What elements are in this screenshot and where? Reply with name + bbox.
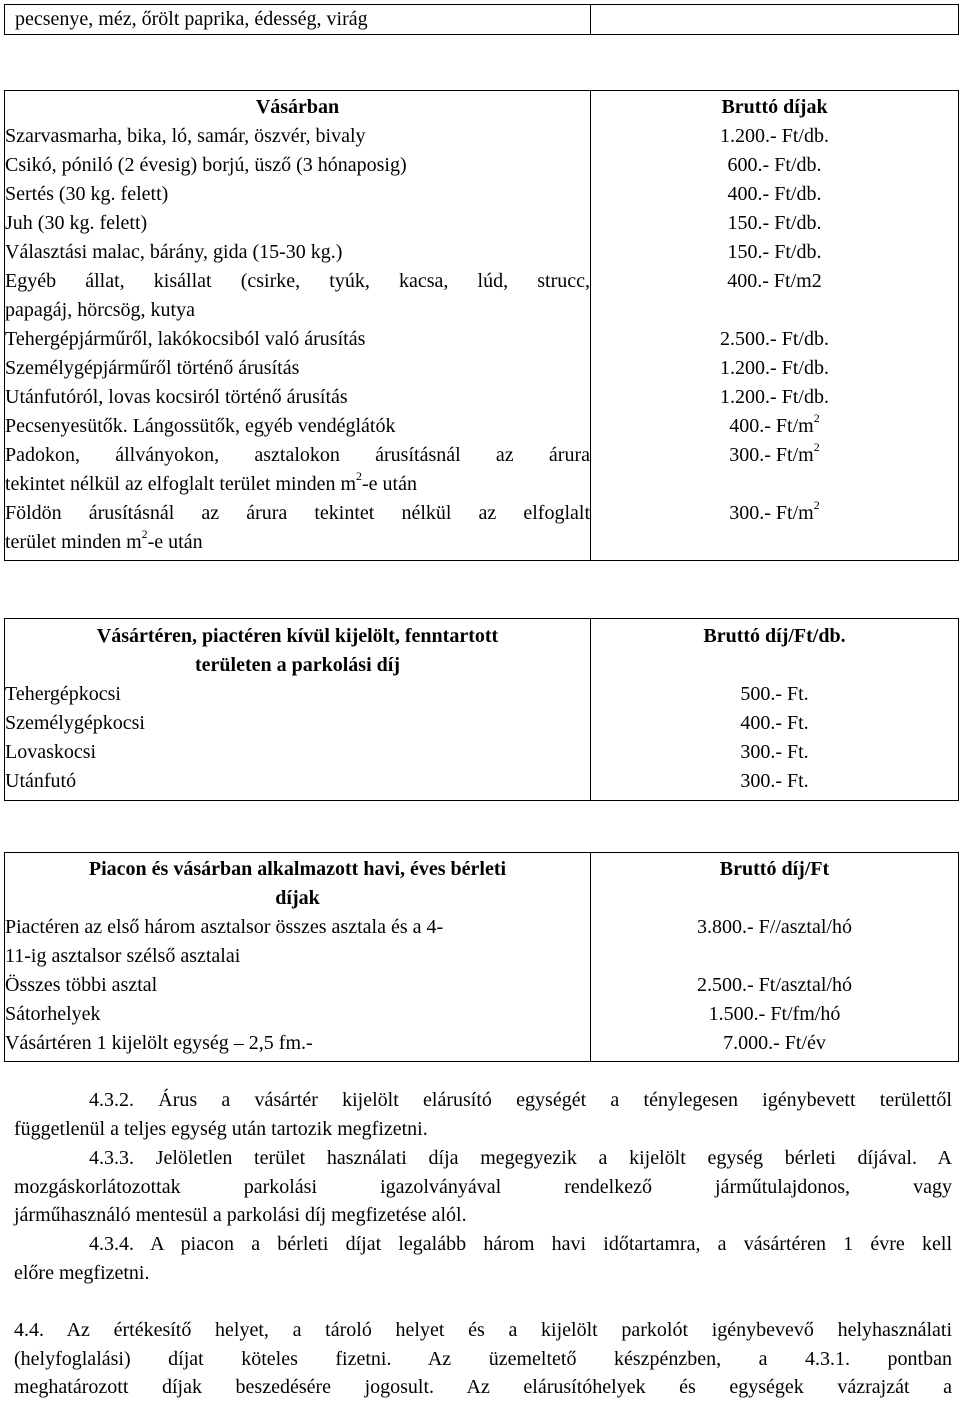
market-price-12: 300.- $Ft/m^2$	[729, 498, 820, 524]
top-row-left: pecsenye, méz, őrölt paprika, édesség, virág	[5, 5, 591, 35]
parking-price-3: 300.- Ft.	[740, 741, 809, 763]
market-row-8: Személygépjárműről történő árusítás	[5, 357, 300, 379]
market-price-8: 1.200.- Ft/db.	[720, 357, 829, 379]
market-fees-header-left: Vásárban	[255, 96, 340, 118]
rent-row-4: Vásártéren 1 kijelölt egység – 2,5 fm.-	[5, 1032, 313, 1054]
parking-row-1: Tehergépkocsi	[5, 683, 121, 705]
parking-price-2: 400.- Ft.	[740, 712, 809, 734]
market-row-11-line-1: Padokon, állványokon, asztalokon árusításnál az árura	[5, 444, 590, 466]
parking-header-line-2: területen a parkolási díj	[195, 654, 400, 676]
parking-fees-right-col	[591, 619, 959, 801]
p432-line-2: függetlenül a teljes egység után tartozik megfizetni.	[14, 1117, 428, 1140]
p434-line-1: 4.3.4. A piacon a bérleti díjat legalább három havi időtartamra, a vásártéren 1 évre kell	[89, 1233, 952, 1255]
rent-header-line-2: díjak	[275, 887, 320, 909]
market-price-7: 2.500.- Ft/db.	[720, 328, 829, 350]
parking-row-4: Utánfutó	[5, 770, 77, 792]
market-row-12-line-1: Földön árusításnál az árura tekintet nélkül az elfoglalt	[5, 502, 590, 524]
market-price-10: 400.- $Ft/m^2$	[729, 411, 820, 437]
market-price-4: 150.- Ft/db.	[727, 212, 822, 234]
p44-line-3: meghatározott díjak beszedésére jogosult. Az elárusítóhelyek és egységek vázrajzát a	[14, 1376, 952, 1399]
rent-row-2: Összes többi asztal	[5, 974, 158, 996]
rent-fees-table	[4, 852, 959, 1062]
market-row-6-line-2: papagáj, hörcsög, kutya	[5, 299, 195, 321]
market-row-9: Utánfutóról, lovas kocsiról történő árusítás	[5, 386, 348, 408]
rent-row-1-line-2: 11-ig asztalsor szélső asztalai	[5, 945, 241, 967]
market-row-2: Csikó, póniló (2 évesig) borjú, üsző (3 hónaposig)	[5, 154, 407, 176]
market-price-11: 300.- $Ft/m^2$	[729, 440, 820, 466]
p433-line-2: mozgáskorlátozottak parkolási igazolványával rendelkező járműtulajdonos, vagy	[14, 1175, 952, 1198]
market-row-3: Sertés (30 kg. felett)	[5, 183, 169, 205]
paragraph-4-3-4	[14, 1230, 952, 1287]
parking-price-1: 500.- Ft.	[740, 683, 809, 705]
market-row-1: Szarvasmarha, bika, ló, samár, öszvér, bivaly	[5, 125, 366, 147]
paragraph-4-4	[14, 1316, 952, 1402]
p432-line-1: 4.3.2. Árus a vásártér kijelölt elárusító egységét a ténylegesen igénybevett területtől	[89, 1089, 952, 1111]
paragraph-4-3-2	[14, 1086, 952, 1143]
rent-price-4: 7.000.- Ft/év	[723, 1032, 826, 1054]
rent-price-3: 1.500.- Ft/fm/hó	[708, 1003, 841, 1025]
rent-row-3: Sátorhelyek	[5, 1003, 101, 1025]
market-price-2: 600.- Ft/db.	[727, 154, 822, 176]
p44-line-2: (helyfoglalási) díjat köteles fizetni. Az üzemeltető készpénzben, a 4.3.1. pontban	[14, 1347, 952, 1370]
parking-header-line-1: Vásártéren, piactéren kívül kijelölt, fenntartott	[96, 625, 499, 647]
market-fees-table	[4, 90, 959, 561]
market-row-5: Választási malac, bárány, gida (15-30 kg.)	[5, 241, 343, 263]
p434-line-2: előre megfizetni.	[14, 1261, 150, 1284]
market-price-1: 1.200.- Ft/db.	[720, 125, 829, 147]
parking-price-4: 300.- Ft.	[740, 770, 809, 792]
parking-fees-left-col	[5, 619, 591, 801]
parking-fees-table	[4, 618, 959, 801]
market-fees-left-col	[5, 91, 591, 561]
parking-row-2: Személygépkocsi	[5, 712, 145, 734]
rent-price-1: 3.800.- F//asztal/hó	[697, 916, 852, 938]
market-price-3: 400.- Ft/db.	[727, 183, 822, 205]
rent-price-2: 2.500.- Ft/asztal/hó	[697, 974, 852, 996]
top-row-right	[591, 5, 959, 35]
rent-header-right: Bruttó díj/Ft	[719, 858, 830, 880]
market-row-12-line-2: terület minden $m^2-e$ után	[5, 527, 203, 553]
parking-header-right: Bruttó díj/Ft/db.	[703, 625, 846, 647]
parking-row-3: Lovaskocsi	[5, 741, 97, 763]
market-row-7: Tehergépjárműről, lakókocsiból való árusítás	[5, 328, 366, 350]
market-row-11-line-2: tekintet nélkül az elfoglalt terület minden $m^2-e$ után	[5, 469, 417, 495]
rent-header-line-1: Piacon és vásárban alkalmazott havi, éves bérleti	[88, 858, 507, 880]
top-row-table	[4, 4, 959, 35]
market-fees-right-col	[591, 91, 959, 561]
market-row-6-line-1: Egyéb állat, kisállat (csirke, tyúk, kacsa, lúd, strucc,	[5, 270, 590, 292]
market-price-6: 400.- Ft/m2	[727, 270, 822, 292]
p44-line-1: 4.4. Az értékesítő helyet, a tároló helyet és a kijelölt parkolót igénybevevő helyhasználati	[14, 1319, 952, 1341]
p433-line-3: járműhasználó mentesül a parkolási díj megfizetése alól.	[14, 1204, 467, 1227]
market-price-5: 150.- Ft/db.	[727, 241, 822, 263]
market-row-10: Pecsenyesütők. Lángossütők, egyéb vendéglátók	[5, 415, 396, 437]
rent-fees-right-col	[591, 853, 959, 1062]
market-fees-header-right: Bruttó díjak	[721, 96, 828, 118]
rent-row-1-line-1: Piactéren az első három asztalsor összes asztala és a 4-	[5, 916, 444, 938]
paragraph-4-3-3	[14, 1144, 952, 1230]
p433-line-1: 4.3.3. Jelöletlen terület használati díja megegyezik a kijelölt egység bérleti díjával. A	[89, 1147, 952, 1169]
market-price-9: 1.200.- Ft/db.	[720, 386, 829, 408]
market-row-4: Juh (30 kg. felett)	[5, 212, 148, 234]
rent-fees-left-col	[5, 853, 591, 1062]
